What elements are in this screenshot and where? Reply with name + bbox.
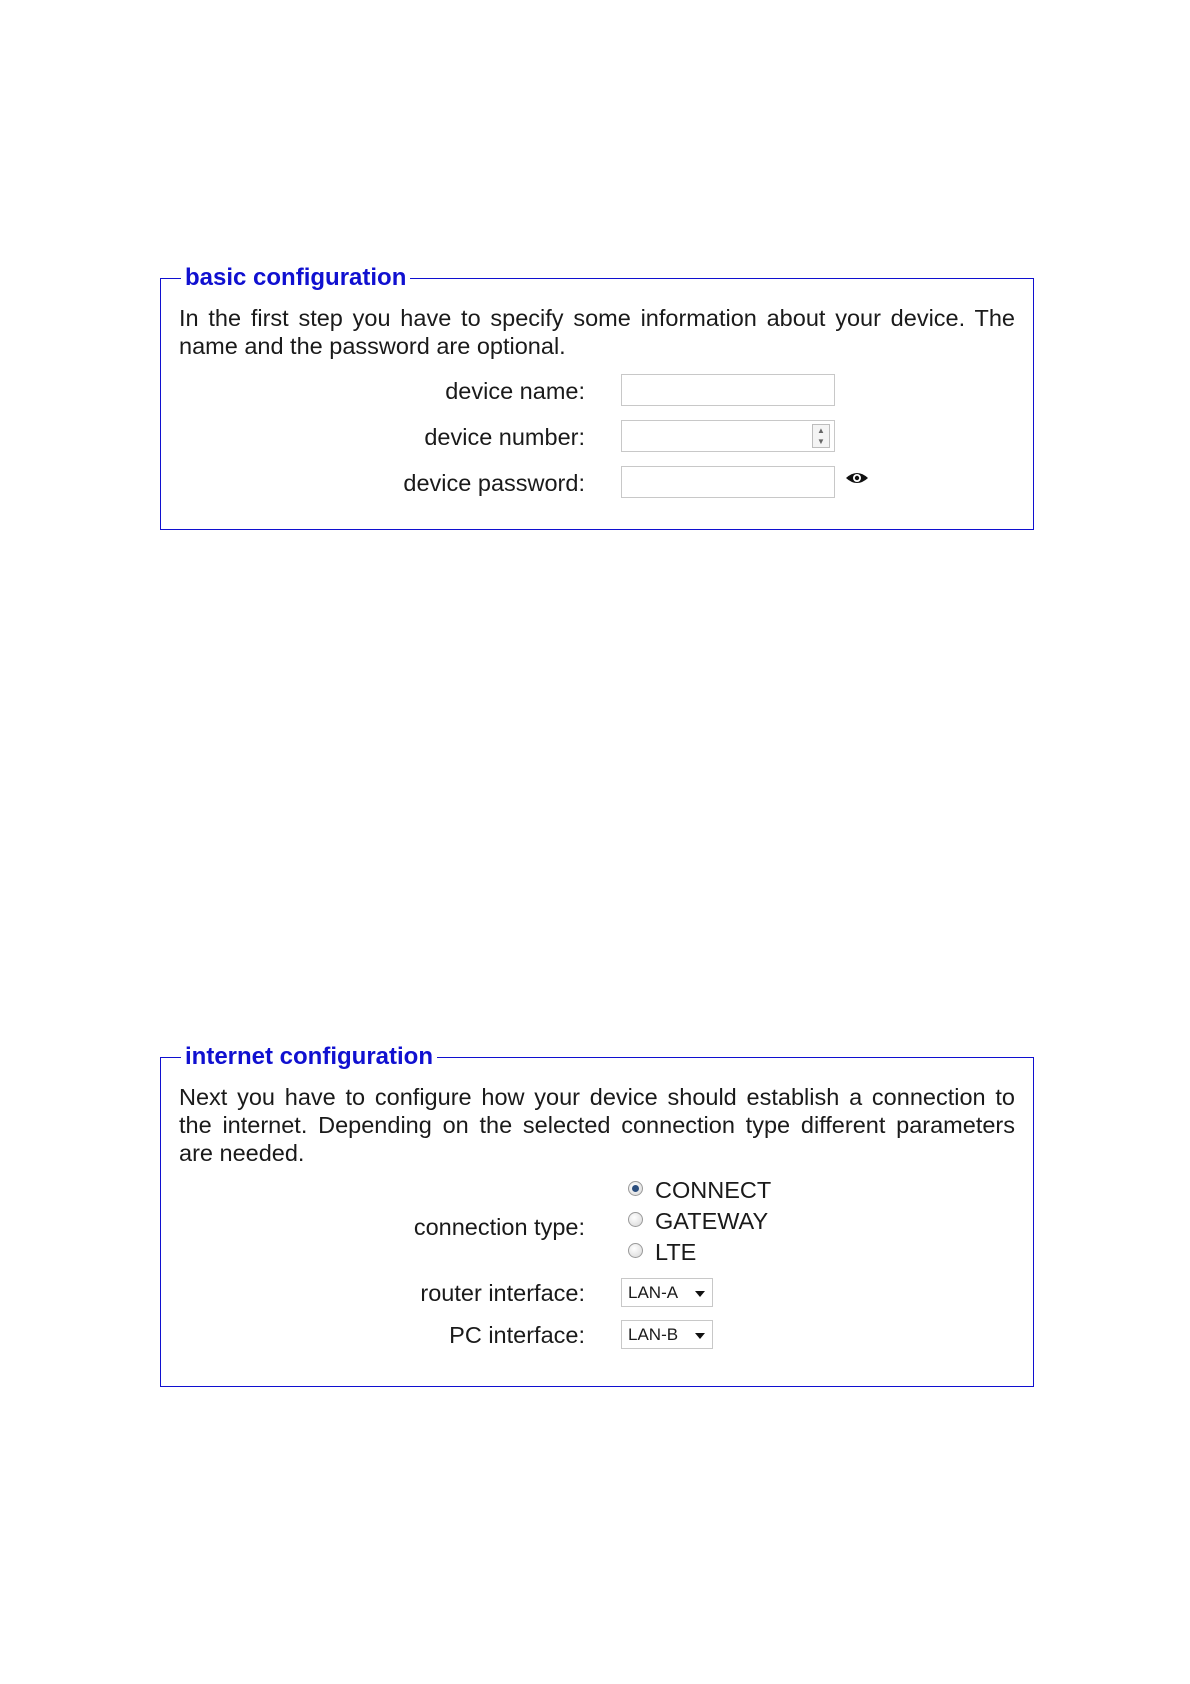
router-interface-select[interactable] (621, 1278, 713, 1307)
basic-configuration-section (160, 264, 1034, 530)
internet-configuration-section (160, 1043, 1034, 1387)
chevron-down-icon (695, 1333, 705, 1339)
pc-interface-value: LAN-B (628, 1325, 679, 1344)
spinner-up-icon[interactable]: ▲ (817, 426, 825, 435)
radio-lte-label[interactable]: LTE (655, 1239, 697, 1265)
basic-configuration-title: basic configuration (185, 264, 407, 291)
device-password-row (179, 462, 1015, 508)
chevron-down-icon (695, 1291, 705, 1297)
device-password-input[interactable] (621, 466, 835, 498)
router-interface-label: router interface: (420, 1280, 585, 1306)
pc-interface-label: PC interface: (449, 1322, 585, 1348)
device-name-input[interactable] (621, 374, 835, 406)
internet-configuration-title: internet configuration (185, 1043, 433, 1070)
device-name-row (179, 370, 1015, 416)
internet-description: Next you have to configure how your device should establish a connection to the internet. Depending on the selected connection type different parameters are needed. (179, 1084, 1015, 1166)
router-interface-row (179, 1275, 1015, 1317)
connection-type-radios (621, 1177, 771, 1270)
basic-description: In the first step you have to specify some information about your device. The name and the password are optional. (179, 305, 1015, 359)
radio-connect[interactable] (621, 1177, 771, 1208)
number-spinner-icon[interactable] (812, 424, 830, 448)
connection-type-group (179, 1177, 1015, 1275)
device-password-label: device password: (403, 470, 585, 496)
radio-gateway-label[interactable]: GATEWAY (655, 1208, 769, 1234)
eye-icon[interactable] (845, 470, 869, 486)
device-number-input[interactable] (621, 420, 835, 452)
device-number-label: device number: (424, 424, 585, 450)
device-number-row (179, 416, 1015, 462)
radio-connect-label[interactable]: CONNECT (655, 1177, 772, 1203)
device-name-label: device name: (445, 378, 585, 404)
pc-interface-row (179, 1317, 1015, 1359)
radio-gateway-button[interactable] (628, 1212, 643, 1227)
radio-connect-button[interactable] (628, 1181, 643, 1196)
connection-type-label: connection type: (413, 1214, 585, 1240)
pc-interface-select[interactable] (621, 1320, 713, 1349)
router-interface-value: LAN-A (628, 1283, 679, 1302)
radio-gateway[interactable] (621, 1208, 771, 1239)
radio-lte[interactable] (621, 1239, 771, 1270)
spinner-down-icon[interactable]: ▼ (817, 437, 825, 446)
radio-lte-button[interactable] (628, 1243, 643, 1258)
